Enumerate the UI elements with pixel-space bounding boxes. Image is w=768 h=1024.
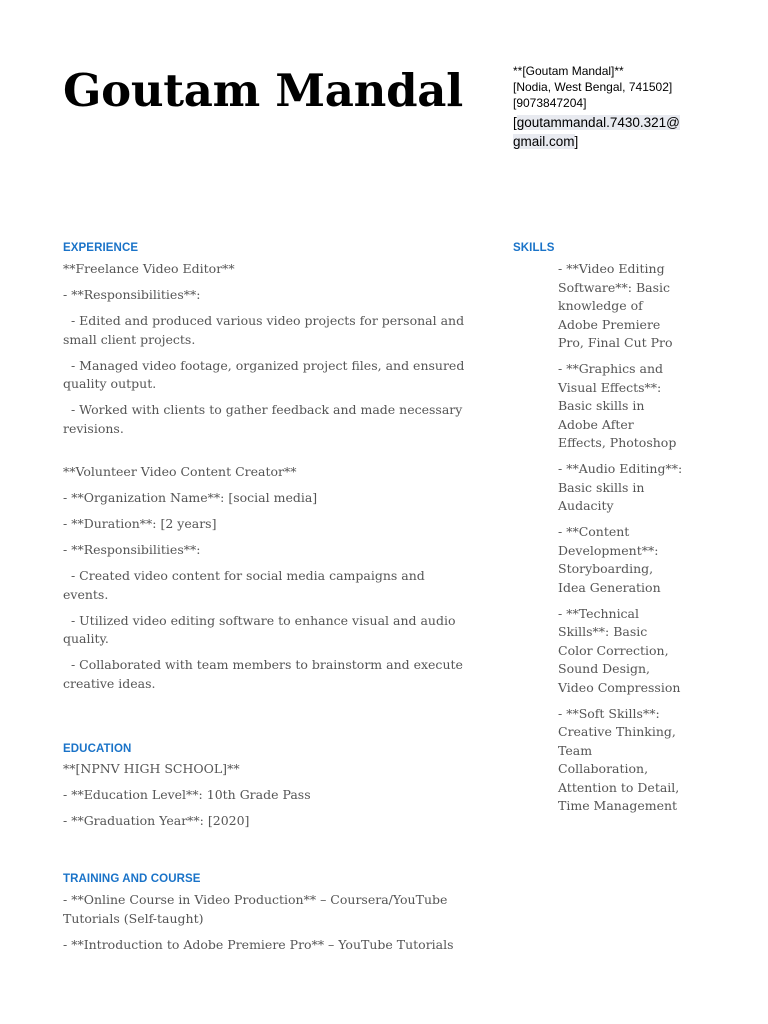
experience-line: - Worked with clients to gather feedback and made necessary revisions. [63,402,467,436]
skills-heading: SKILLS [513,242,555,254]
experience-line: - Edited and produced various video projects for personal and small client projects. [63,313,469,347]
candidate-name: Goutam Mandal [63,64,463,117]
email-open-bracket: [ [513,115,517,130]
experience-line: - Utilized video editing software to enhance visual and audio quality. [63,612,460,646]
education-heading: EDUCATION [63,743,132,755]
training-section [63,891,468,962]
training-line: - **Online Course in Video Production** – Coursera/YouTube Tutorials (Self-taught) [63,892,452,926]
contact-email-line [513,113,683,151]
training-line: - **Introduction to Adobe Premiere Pro** – YouTube Tutorials [63,936,454,952]
training-heading: TRAINING AND COURSE [63,873,201,885]
experience-line: - **Duration**: [2 years] [63,516,217,531]
experience-heading: EXPERIENCE [63,242,139,254]
skill-item: - **Technical Skills**: Basic Color Correction, Sound Design, Video Compression [558,605,681,695]
experience-line: - Created video content for social media campaigns and events. [63,568,429,602]
skill-item: - **Soft Skills**: Creative Thinking, Team Collaboration, Attention to Detail, Time Management [558,705,680,813]
skill-item: - **Graphics and Visual Effects**: Basic skills in Adobe After Effects, Photoshop [558,361,677,450]
education-line: - **Graduation Year**: [2020] [63,813,250,828]
experience-line: - Managed video footage, organized project files, and ensured quality output. [63,357,469,391]
contact-block [513,63,688,151]
contact-address: [Nodia, West Bengal, 741502] [513,80,673,94]
skill-item: - **Audio Editing**: Basic skills in Audacity [558,461,683,513]
experience-line: - **Responsibilities**: [63,542,201,557]
skills-section [558,260,683,823]
skill-item: - **Video Editing Software**: Basic knowledge of Adobe Premiere Pro, Final Cut Pro [558,261,673,350]
email-link[interactable]: goutammandal.7430.321@gmail.com [513,115,680,149]
contact-phone: [9073847204] [513,96,587,110]
experience-line: **Volunteer Video Content Creator** [63,464,297,479]
contact-name: **[Goutam Mandal]** [513,64,624,78]
education-section [63,760,468,838]
experience-section [63,260,468,701]
education-line: - **Education Level**: 10th Grade Pass [63,787,311,802]
education-line: **[NPNV HIGH SCHOOL]** [63,761,240,776]
experience-line: - Collaborated with team members to brainstorm and execute creative ideas. [63,657,467,691]
experience-line: - **Organization Name**: [social media] [63,490,318,505]
skill-item: - **Content Development**: Storyboarding, Idea Generation [558,524,661,595]
email-close-bracket: ] [574,134,579,149]
experience-line: **Freelance Video Editor** [63,261,235,276]
experience-line: - **Responsibilities**: [63,287,201,302]
